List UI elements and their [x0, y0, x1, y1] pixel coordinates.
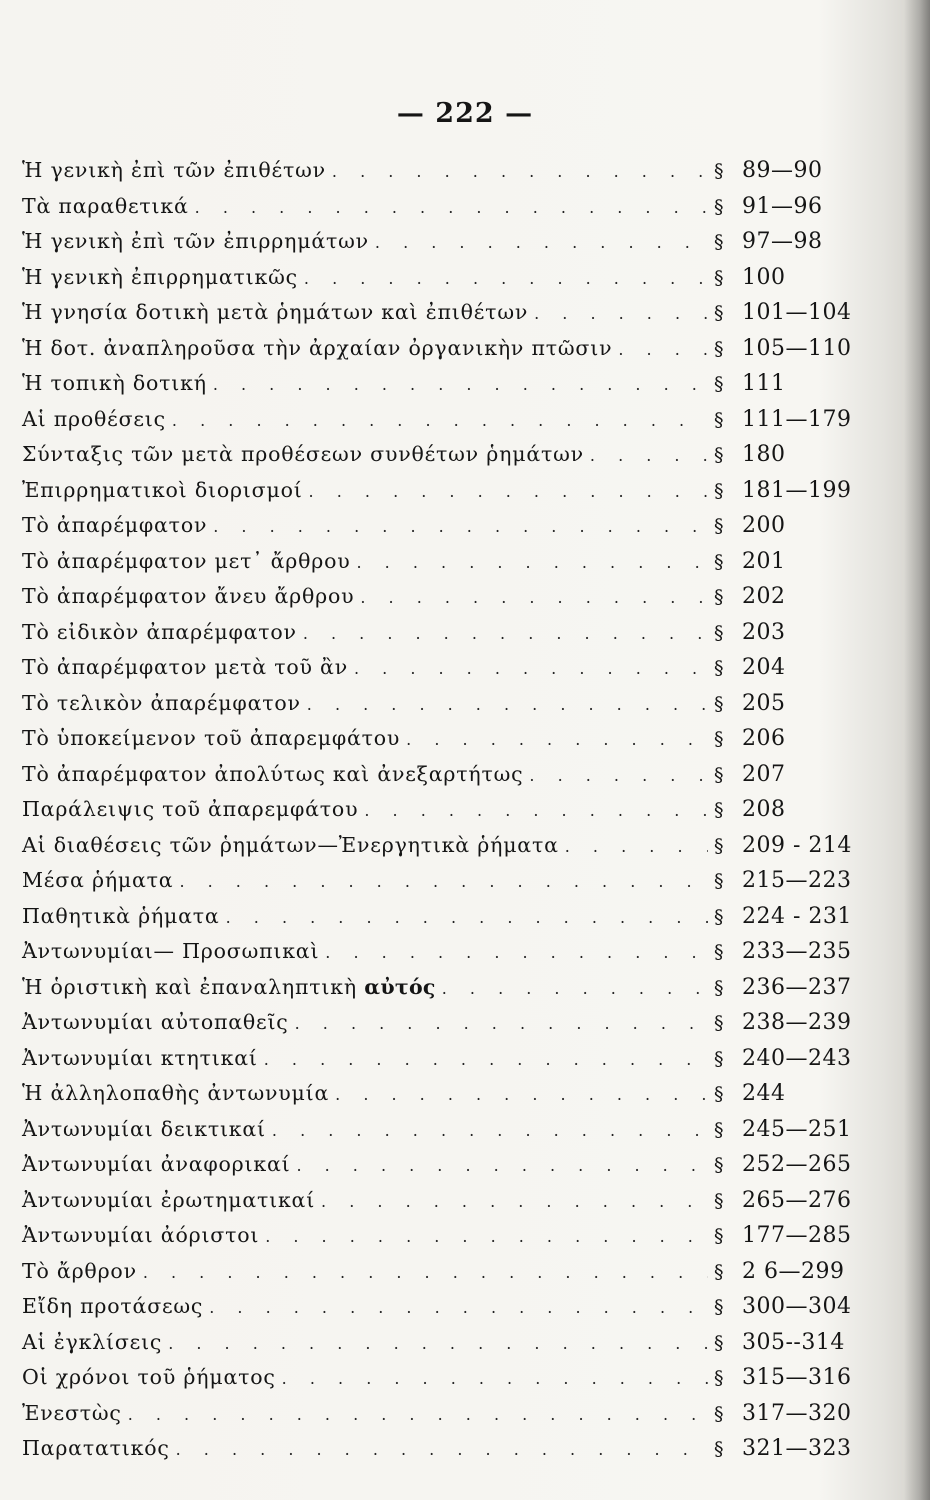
section-symbol: §: [714, 1083, 724, 1105]
leader-dots: [332, 162, 708, 181]
entry-title: [22, 1010, 289, 1034]
entry-title-text: Τὰ παραθετικά: [22, 193, 189, 218]
toc-entry: [22, 1259, 870, 1295]
section-symbol: §: [714, 337, 724, 360]
entry-pages: 265—276: [742, 1187, 852, 1213]
entry-pages: 111: [742, 371, 786, 396]
section-symbol: §: [714, 373, 724, 395]
entry-title: [22, 158, 326, 182]
leader-dots: [264, 1050, 708, 1069]
section-symbol: §: [714, 870, 724, 892]
entry-title-text: Παθητικὰ ῥήματα: [22, 903, 220, 928]
section-symbol: §: [714, 905, 724, 928]
leader-dots: [304, 269, 708, 288]
toc-entry: [22, 1046, 870, 1082]
section-symbol: §: [714, 941, 724, 963]
entry-title: [22, 442, 584, 466]
section-symbol: §: [714, 231, 724, 253]
entry-pages: 317—320: [742, 1400, 852, 1426]
entry-pages: 205: [742, 690, 786, 716]
leader-dots: [529, 766, 708, 785]
entry-title: [22, 549, 351, 573]
entry-pages: 215—223: [742, 868, 852, 893]
leader-dots: [213, 375, 708, 394]
leader-dots: [195, 198, 708, 217]
leader-dots: [618, 340, 708, 359]
leader-dots: [325, 943, 708, 962]
section-symbol: §: [714, 1402, 724, 1425]
entry-title-text: Τὸ ἀπαρέμφατον ἀπολύτως καὶ ἀνεξαρτήτως: [22, 761, 524, 786]
toc-entry: [22, 620, 870, 656]
entry-pages: 236—237: [742, 974, 852, 1000]
entry-title: [22, 371, 207, 395]
section-symbol: §: [714, 1154, 724, 1176]
entry-pages: 97—98: [742, 229, 823, 254]
entry-title-text: Ἀντωνυμίαι ἐρωτηματικαί: [22, 1187, 316, 1212]
entry-title-text: Ἡ τοπικὴ δοτική: [22, 371, 207, 395]
entry-title-text: Τὸ εἰδικὸν ἀπαρέμφατον: [22, 619, 297, 644]
entry-title: [22, 1365, 276, 1389]
entry-title: [22, 904, 220, 928]
entry-title-text: Τὸ ὑποκείμενον τοῦ ἀπαρεμφάτου: [22, 726, 401, 750]
entry-pages: 208: [742, 797, 786, 822]
entry-title: [22, 797, 358, 821]
leader-dots: [360, 588, 708, 607]
leader-dots: [265, 1227, 708, 1246]
entry-pages: 100: [742, 264, 786, 290]
toc-entry: [22, 549, 870, 585]
entry-pages: 2 6—299: [742, 1258, 845, 1284]
entry-pages: 204: [742, 655, 786, 680]
entry-title: [22, 762, 523, 786]
entry-pages: 252—265: [742, 1152, 852, 1177]
section-symbol: §: [714, 515, 724, 537]
toc-entry: [22, 833, 870, 869]
entry-pages: 207: [742, 761, 786, 787]
entry-title-text: Οἱ χρόνοι τοῦ ῥήματος: [22, 1365, 276, 1389]
entry-pages: 105—110: [742, 335, 852, 361]
leader-dots: [565, 837, 708, 856]
entry-title: [22, 868, 173, 892]
section-symbol: §: [714, 1225, 724, 1247]
toc-entry: [22, 1081, 870, 1117]
entry-title-text: Ἡ ἀλληλοπαθὴς ἀντωνυμία: [22, 1081, 330, 1105]
toc-entry: [22, 1330, 870, 1366]
entry-title: [22, 1330, 162, 1354]
entry-pages: 224 - 231: [742, 903, 852, 929]
toc-entry: [22, 762, 870, 798]
entry-pages: 206: [742, 726, 786, 751]
entry-title: [22, 1223, 259, 1247]
entry-title-text: Ἀντωνυμίαι δεικτικαί: [22, 1116, 266, 1141]
section-symbol: §: [714, 444, 724, 466]
leader-dots: [226, 908, 708, 927]
section-symbol: §: [714, 266, 724, 289]
entry-title: [22, 300, 528, 324]
leader-dots: [143, 1263, 708, 1282]
toc-entry: [22, 1436, 870, 1472]
section-symbol: §: [714, 1189, 724, 1212]
leader-dots: [282, 1369, 708, 1388]
entry-title: [22, 1436, 170, 1460]
leader-dots: [335, 1085, 708, 1104]
section-symbol: §: [714, 1260, 724, 1283]
toc-entry: [22, 655, 870, 691]
section-symbol: §: [714, 479, 724, 502]
toc-entry: [22, 478, 870, 514]
leader-dots: [168, 1334, 708, 1353]
entry-title-text: Αἱ προθέσεις: [22, 406, 166, 431]
entry-title: [22, 833, 559, 857]
section-symbol: §: [714, 1012, 724, 1034]
entry-pages: 177—285: [742, 1223, 852, 1248]
entry-title-text: Τὸ ἀπαρέμφατον μετ᾽ ἄρθρου: [22, 548, 351, 573]
entry-pages: 209 - 214: [742, 832, 852, 858]
section-symbol: §: [714, 657, 724, 679]
toc-entry: [22, 726, 870, 762]
entry-pages: 201: [742, 548, 786, 574]
leader-dots: [354, 659, 708, 678]
entry-title-text: Τὸ ἄρθρον: [22, 1258, 137, 1283]
entry-pages: 202: [742, 584, 786, 609]
toc-entry: [22, 975, 870, 1011]
entry-title: [22, 478, 303, 502]
entry-title-text: Τὸ τελικὸν ἀπαρέμφατον: [22, 690, 301, 715]
entry-pages: 200: [742, 513, 786, 538]
entry-title-text: Αἱ διαθέσεις τῶν ῥημάτων—Ἐνεργητικὰ ῥήματα: [22, 832, 559, 857]
entry-pages: 300—304: [742, 1294, 852, 1319]
entry-pages: 305--314: [742, 1329, 845, 1355]
toc-entry: [22, 407, 870, 443]
entry-title: [22, 1046, 258, 1070]
entry-title: [22, 1117, 266, 1141]
entry-title-text: Ἡ ὁριστικὴ καὶ ἐπαναληπτικὴ: [22, 974, 357, 999]
entry-title: [22, 194, 189, 218]
leader-dots: [172, 411, 708, 430]
leader-dots: [309, 482, 708, 501]
entry-title-text: Ἡ γενικὴ ἐπιρρηματικῶς: [22, 264, 298, 289]
entry-pages: 244: [742, 1081, 786, 1106]
entry-pages: 180: [742, 442, 786, 467]
entry-title: [22, 513, 207, 537]
entry-pages: 233—235: [742, 939, 852, 964]
section-symbol: §: [714, 1438, 724, 1460]
leader-dots: [128, 1405, 708, 1424]
leader-dots: [176, 1440, 708, 1459]
entry-title-text: Σύνταξις τῶν μετὰ προθέσεων συνθέτων ῥημάτων: [22, 442, 584, 466]
table-of-contents: [22, 158, 870, 1472]
entry-title-text: Παρατατικός: [22, 1436, 170, 1460]
leader-dots: [303, 624, 708, 643]
toc-entry: [22, 1117, 870, 1153]
toc-entry: [22, 229, 870, 265]
entry-pages: 203: [742, 619, 786, 645]
toc-entry: [22, 442, 870, 478]
section-symbol: §: [714, 763, 724, 786]
section-symbol: §: [714, 692, 724, 715]
entry-pages: 89—90: [742, 158, 823, 183]
leader-dots: [307, 695, 708, 714]
entry-title-text: Τὸ ἀπαρέμφατον μετὰ τοῦ ἂν: [22, 655, 348, 679]
toc-entry: [22, 691, 870, 727]
section-symbol: §: [714, 160, 724, 182]
entry-title: [22, 229, 369, 253]
toc-entry: [22, 904, 870, 940]
entry-title-text: Τὸ ἀπαρέμφατον ἄνευ ἄρθρου: [22, 584, 355, 608]
entry-title-text: Ἀντωνυμίαι κτητικαί: [22, 1045, 258, 1070]
entry-title: [22, 620, 297, 644]
entry-title: [22, 691, 301, 715]
leader-dots: [534, 304, 708, 323]
section-symbol: §: [714, 1367, 724, 1389]
section-symbol: §: [714, 586, 724, 608]
entry-title-text: Ἀντωνυμίαι ἀναφορικαί: [22, 1152, 291, 1176]
toc-entry: [22, 158, 870, 194]
entry-title-text: Ἐπιρρηματικοὶ διορισμοί: [22, 477, 303, 502]
leader-dots: [442, 979, 708, 998]
entry-title-text: Ἡ γενικὴ ἐπὶ τῶν ἐπιρρημάτων: [22, 229, 369, 253]
section-symbol: §: [714, 550, 724, 573]
toc-entry: [22, 1365, 870, 1401]
entry-title-text: Ἐνεστὼς: [22, 1400, 122, 1425]
section-symbol: §: [714, 1331, 724, 1354]
section-symbol: §: [714, 1118, 724, 1141]
entry-title: [22, 975, 436, 999]
toc-entry: [22, 1152, 870, 1188]
entry-title: [22, 1152, 290, 1176]
entry-title: [22, 1259, 137, 1283]
section-symbol: §: [714, 1296, 724, 1318]
entry-pages: 91—96: [742, 193, 823, 219]
entry-title-text: Ἡ γνησία δοτικὴ μετὰ ῥημάτων καὶ ἐπιθέτων: [22, 300, 529, 324]
entry-title: [22, 584, 354, 608]
toc-entry: [22, 868, 870, 904]
page-number: — 222 —: [396, 98, 534, 129]
toc-entry: [22, 939, 870, 975]
entry-title: [22, 1188, 315, 1212]
entry-title: [22, 336, 612, 360]
leader-dots: [296, 1156, 708, 1175]
entry-pages: 245—251: [742, 1116, 852, 1142]
section-symbol: §: [714, 728, 724, 750]
leader-dots: [375, 233, 708, 252]
toc-entry: [22, 1294, 870, 1330]
entry-pages: 321—323: [742, 1436, 852, 1461]
leader-dots: [406, 730, 708, 749]
entry-pages: 240—243: [742, 1045, 852, 1071]
entry-title-text: Ἡ γενικὴ ἐπὶ τῶν ἐπιθέτων: [22, 158, 326, 182]
entry-title-text: Ἀντωνυμίαι αὐτοπαθεῖς: [22, 1010, 289, 1034]
entry-title-text: Εἴδη προτάσεως: [22, 1294, 204, 1318]
leader-dots: [179, 872, 708, 891]
section-symbol: §: [714, 976, 724, 999]
entry-title-text: Ἡ δοτ. ἀναπληροῦσα τὴν ἀρχαίαν ὀργανικὴν πτῶσιν: [22, 335, 613, 360]
entry-title: [22, 407, 166, 431]
entry-title-bold: αὐτός: [364, 974, 436, 999]
toc-entry: [22, 1223, 870, 1259]
leader-dots: [295, 1014, 708, 1033]
toc-entry: [22, 1188, 870, 1224]
entry-title: [22, 1294, 203, 1318]
section-symbol: §: [714, 834, 724, 857]
toc-entry: [22, 584, 870, 620]
entry-title-text: Τὸ ἀπαρέμφατον: [22, 513, 208, 537]
toc-entry: [22, 1401, 870, 1437]
section-symbol: §: [714, 302, 724, 324]
entry-pages: 111—179: [742, 406, 852, 432]
leader-dots: [590, 446, 708, 465]
section-symbol: §: [714, 799, 724, 821]
leader-dots: [213, 517, 708, 536]
leader-dots: [209, 1298, 708, 1317]
entry-title: [22, 1401, 122, 1425]
entry-pages: 101—104: [742, 300, 852, 325]
leader-dots: [272, 1121, 708, 1140]
toc-entry: [22, 797, 870, 833]
toc-entry: [22, 371, 870, 407]
entry-title: [22, 265, 298, 289]
toc-entry: [22, 513, 870, 549]
toc-entry: [22, 194, 870, 230]
entry-title: [22, 726, 400, 750]
page-edge-shadow: [904, 0, 930, 1500]
section-symbol: §: [714, 621, 724, 644]
entry-title-text: Παράλειψις τοῦ ἀπαρεμφάτου: [22, 797, 359, 821]
leader-dots: [364, 801, 708, 820]
toc-entry: [22, 336, 870, 372]
entry-title-text: Μέσα ῥήματα: [22, 868, 174, 892]
section-symbol: §: [714, 195, 724, 218]
entry-title-text: Ἀντωνυμίαι— Προσωπικαὶ: [22, 939, 320, 963]
toc-entry: [22, 265, 870, 301]
entry-title: [22, 655, 348, 679]
toc-entry: [22, 300, 870, 336]
toc-entry: [22, 1010, 870, 1046]
section-symbol: §: [714, 408, 724, 431]
leader-dots: [321, 1192, 708, 1211]
entry-title-text: Αἱ ἐγκλίσεις: [22, 1329, 163, 1354]
entry-pages: 238—239: [742, 1010, 852, 1035]
entry-title: [22, 939, 319, 963]
section-symbol: §: [714, 1047, 724, 1070]
leader-dots: [357, 553, 709, 572]
entry-pages: 181—199: [742, 477, 852, 503]
entry-title: [22, 1081, 329, 1105]
entry-title-text: Ἀντωνυμίαι ἀόριστοι: [22, 1223, 260, 1247]
entry-pages: 315—316: [742, 1365, 852, 1390]
